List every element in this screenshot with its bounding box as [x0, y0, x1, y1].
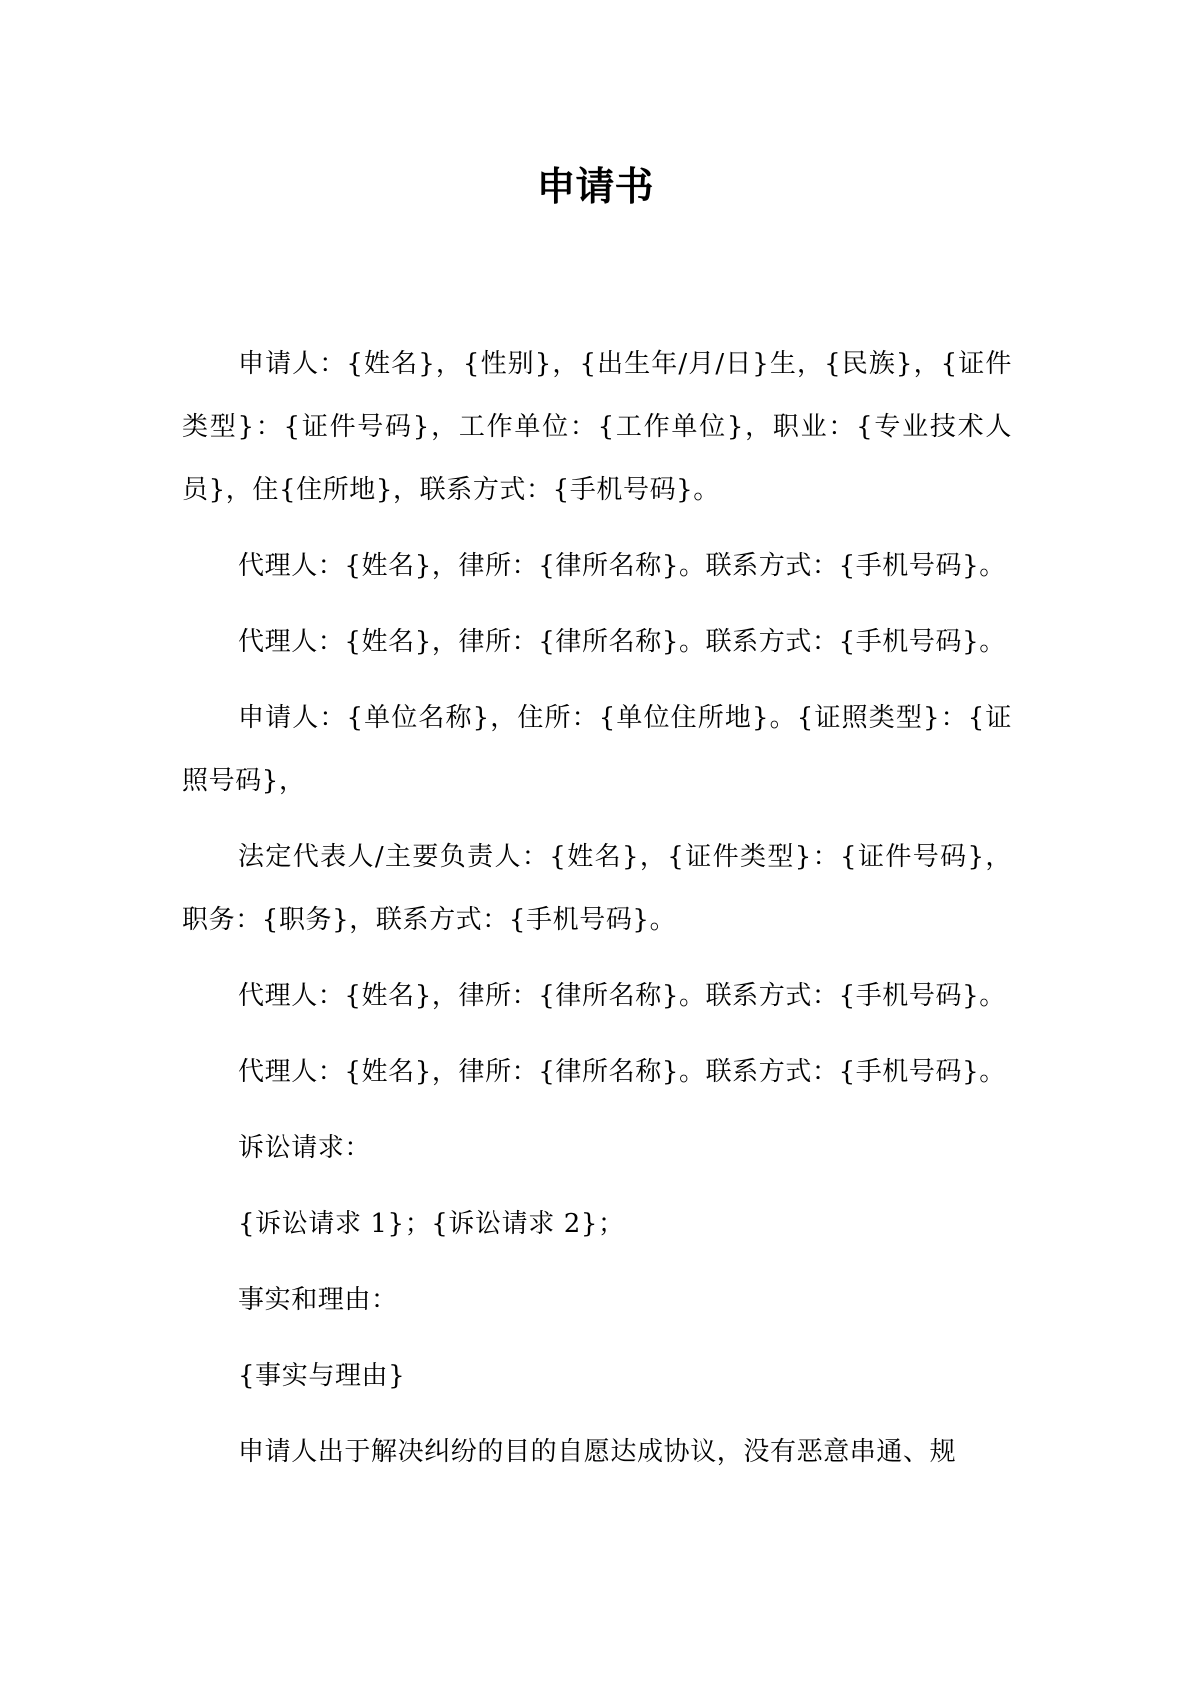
document-body — [182, 333, 1012, 1497]
document-title: 申请书 — [536, 165, 654, 210]
agent-paragraph-2: 代理人：{姓名}，律所：{律所名称}。联系方式：{手机号码}。 — [238, 627, 1006, 657]
facts-content: {事实与理由} — [238, 1361, 406, 1391]
facts-heading: 事实和理由： — [238, 1285, 398, 1315]
agent-paragraph-3: 代理人：{姓名}，律所：{律所名称}。联系方式：{手机号码}。 — [238, 981, 1006, 1011]
agent-paragraph-4: 代理人：{姓名}，律所：{律所名称}。联系方式：{手机号码}。 — [238, 1057, 1006, 1087]
claims-heading: 诉讼请求： — [238, 1133, 372, 1163]
legal-representative-paragraph: 法定代表人/主要负责人：{姓名}，{证件类型}：{证件号码}，职务：{职务}，联系方式：{手机号码}。 — [182, 842, 1012, 935]
applicant-person-paragraph: 申请人：{姓名}，{性别}，{出生年/月/日}生，{民族}，{证件类型}：{证件号码}，工作单位：{工作单位}，职业：{专业技术人员}，住{住所地}，联系方式：{手机号码}。 — [182, 349, 1012, 505]
applicant-organization-paragraph: 申请人：{单位名称}，住所：{单位住所地}。{证照类型}：{证照号码}， — [182, 703, 1012, 796]
declaration-paragraph: 申请人出于解决纠纷的目的自愿达成协议，没有恶意串通、规 — [238, 1437, 957, 1467]
agent-paragraph-1: 代理人：{姓名}，律所：{律所名称}。联系方式：{手机号码}。 — [238, 551, 1006, 581]
claims-content: {诉讼请求 1}；{诉讼请求 2}； — [238, 1209, 625, 1239]
